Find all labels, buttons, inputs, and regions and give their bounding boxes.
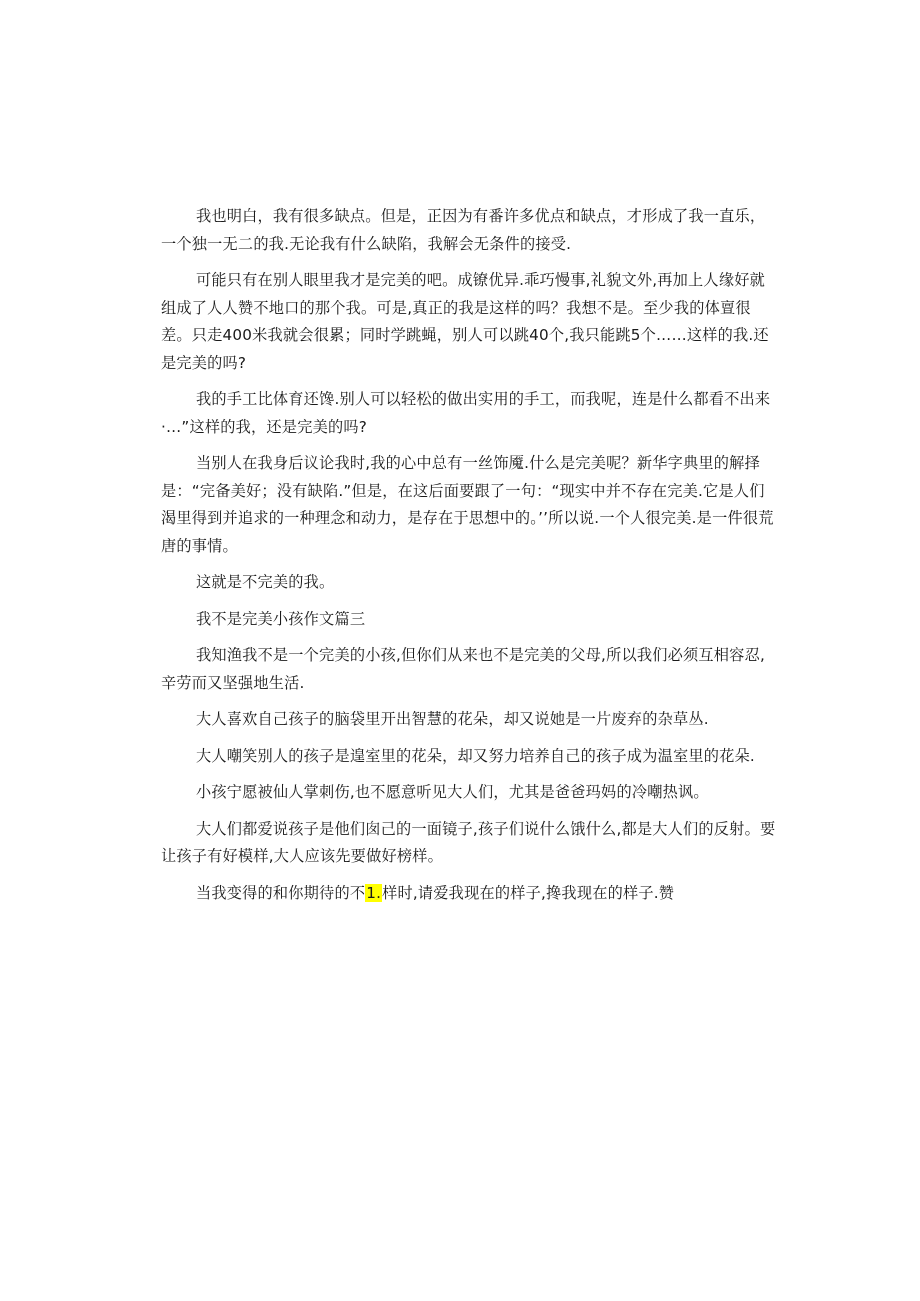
- paragraph-2: 可能只有在别人眼里我才是完美的吧。成镣优异.乖巧慢事,礼貌文外,再加上人缘好就组成了人人赞不地口的那个我。可是,真正的我是这样的吗？我想不是。至少我的体亶很差。只走400米我就会很累；同时学跳蝇，别人可以跳40个,我只能跳5个……这样的我.还是完美的吗?: [161, 271, 769, 372]
- last-line-before: 当我变得的和你期待的不: [195, 883, 366, 902]
- paragraph-3: 我的手工比体育还馋.别人可以轻松的做出实用的手工，而我呢，连是什么都看不出来·…”这样的我，还是完美的吗?: [161, 390, 771, 436]
- highlighted-text: 1.: [366, 883, 382, 902]
- paragraph-10: 大人们都爱说孩子是他们囱己的一面镜子,孩子们说什么饿什么,都是大人们的反射。要让孩子有好模样,大人应该先要做好榜样。: [161, 819, 776, 865]
- document-body: [161, 203, 778, 916]
- paragraph-last: [161, 880, 778, 908]
- paragraph-1: 我也明白，我有很多缺点。但是，正因为有番许多优点和缺点，才形成了我一直乐，一个独一无二的我.无论我有什么缺陷，我解会无条件的接受.: [161, 207, 766, 253]
- paragraph-8: 大人嘲笑别人的孩子是遑室里的花朵，却又努力培养自己的孩子成为温室里的花朵.: [195, 746, 755, 765]
- section-heading: 我不是完美小孩作文篇三: [195, 609, 366, 628]
- paragraph-5: 这就是不完美的我。: [195, 573, 335, 591]
- paragraph-9: 小孩宁愿被仙人掌刺伤,也不愿意听见大人们，尤其是爸爸玛妈的冷嘲热讽。: [195, 783, 709, 801]
- paragraph-7: 大人喜欢自己孩子的脑袋里开出智慧的花朵，却又说她是一片废弃的杂草丛.: [195, 710, 709, 728]
- paragraph-6: 我知渔我不是一个完美的小孩,但你们从来也不是完美的父母,所以我们必须互相容忍,辛劳而又坚强地生活.: [161, 646, 765, 692]
- last-line-after: 样时,请爱我现在的样子,搀我现在的样子.赞: [382, 883, 675, 902]
- paragraph-4: 当别人在我身后议论我时,我的心中总有一丝饰魇.什么是完美呢？新华字典里的解择是：“完备美好；没有缺陷.”但是，在这后面要跟了一句：“现实中并不存在完美.它是人们渴里得到并追求的一种理念和动力，是存在于思想中的。’’所以说.一个人很完美.是一件很荒唐的事情。: [161, 454, 774, 555]
